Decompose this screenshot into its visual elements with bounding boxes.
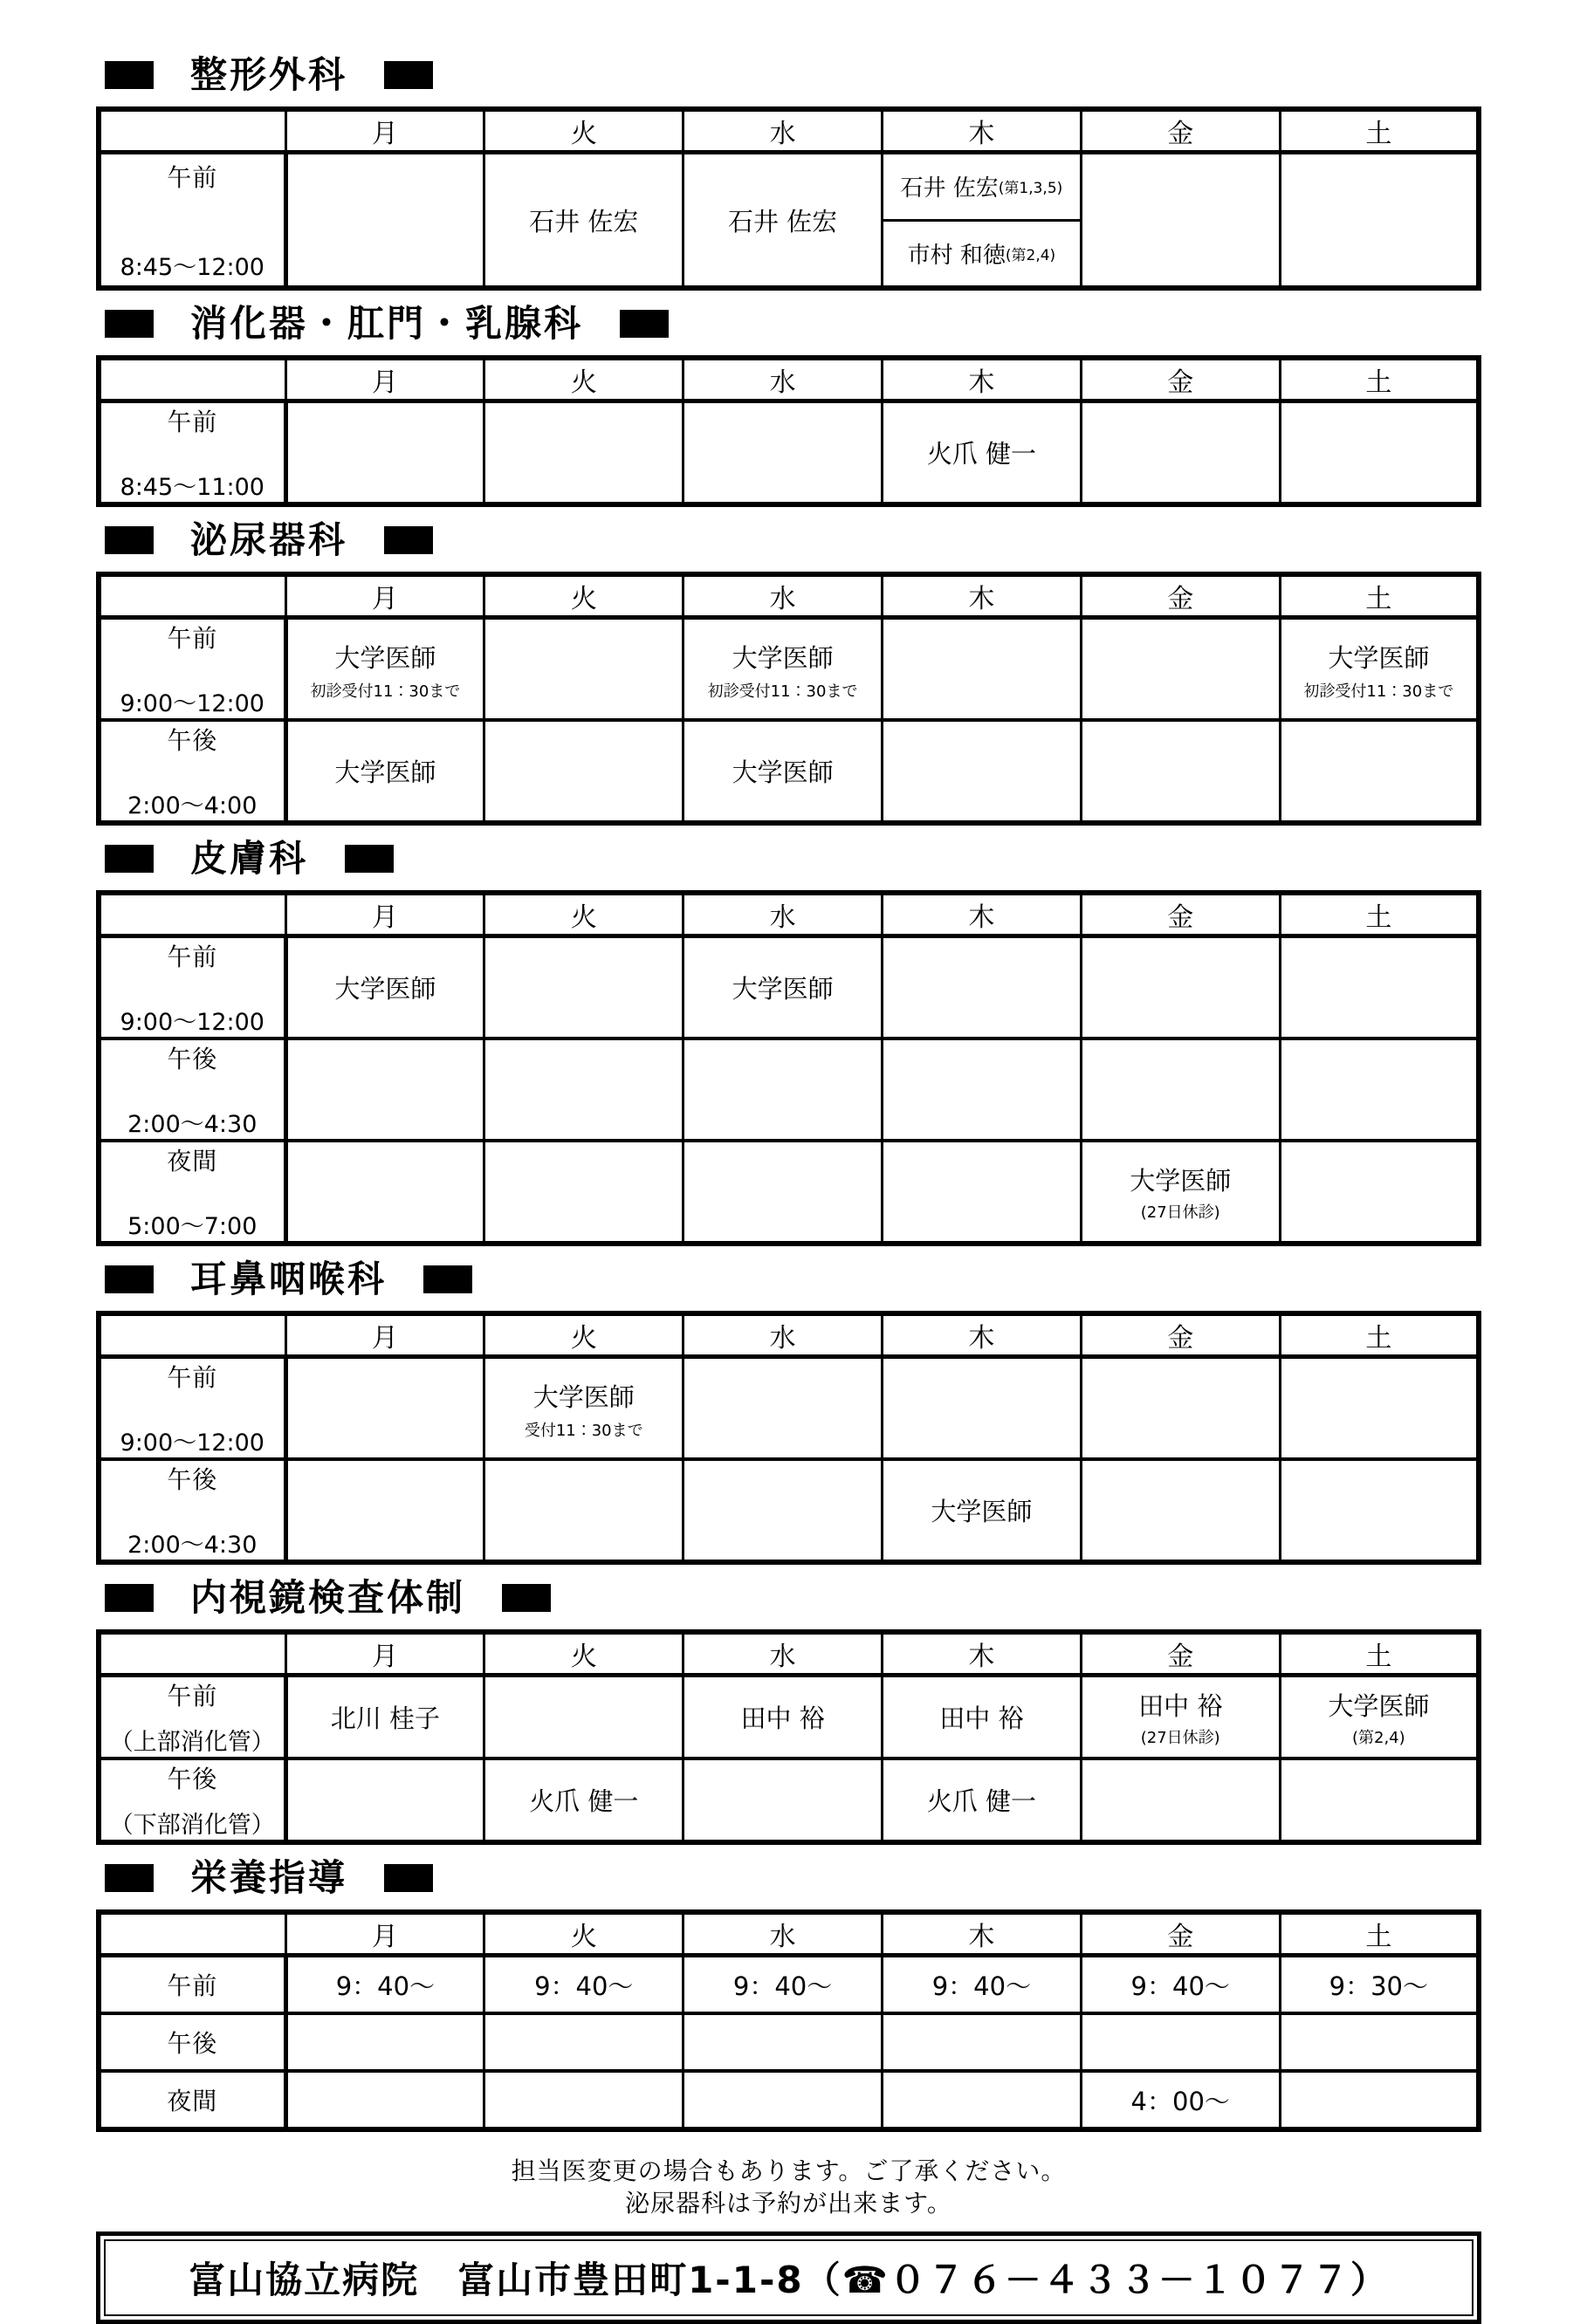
schedule-cell xyxy=(882,1459,1081,1562)
section-nutrition xyxy=(96,1857,1481,2132)
schedule-cell xyxy=(684,401,883,505)
doctor-name: 大学医師 xyxy=(334,642,436,673)
day-header-thu: 木 xyxy=(882,1632,1081,1676)
row-label xyxy=(99,2071,285,2129)
period-time: 9:00～12:00 xyxy=(120,690,264,717)
day-header-tue: 火 xyxy=(484,109,684,153)
row-label xyxy=(99,618,285,721)
schedule-cell xyxy=(1081,618,1280,721)
schedule-cell xyxy=(484,153,684,289)
table-row-morning xyxy=(99,1676,1479,1759)
day-header-tue: 火 xyxy=(484,358,684,401)
section-title-text: 消化器・肛門・乳腺科 xyxy=(190,302,584,345)
schedule-cell xyxy=(882,2071,1081,2129)
schedule-cell xyxy=(1280,1758,1479,1842)
schedule-cell xyxy=(684,1459,883,1562)
schedule-cell xyxy=(684,618,883,721)
schedule-cell xyxy=(484,720,684,823)
day-header-wed: 水 xyxy=(684,893,883,936)
schedule-cell xyxy=(1280,1956,1479,2014)
schedule-cell xyxy=(285,2071,484,2129)
period-time: 5:00～7:00 xyxy=(127,1213,258,1240)
schedule-cell xyxy=(484,2013,684,2071)
table-header-row xyxy=(99,1313,1479,1357)
day-header-wed: 水 xyxy=(684,1912,883,1956)
day-header-mon: 月 xyxy=(285,574,484,618)
table-header-row xyxy=(99,1912,1479,1956)
table-row-morning xyxy=(99,618,1479,721)
day-header-tue: 火 xyxy=(484,1632,684,1676)
period-label: 午前 xyxy=(167,162,218,192)
section-gastro-procto-breast xyxy=(96,303,1481,507)
schedule-table-ent xyxy=(96,1311,1481,1565)
table-row-evening xyxy=(99,2071,1479,2129)
day-header-wed: 水 xyxy=(684,574,883,618)
section-title xyxy=(105,54,1481,96)
table-row-morning xyxy=(99,1956,1479,2014)
day-header-mon: 月 xyxy=(285,1313,484,1357)
schedule-cell xyxy=(285,2013,484,2071)
schedule-cell xyxy=(882,401,1081,505)
schedule-cell xyxy=(285,618,484,721)
start-time: 9：40～ xyxy=(931,1971,1032,2001)
doctor-name: 火爪 健一 xyxy=(529,1786,639,1816)
day-header-mon: 月 xyxy=(285,1632,484,1676)
table-row-morning xyxy=(99,936,1479,1039)
schedule-cell xyxy=(1081,1459,1280,1562)
row-label xyxy=(99,1676,285,1759)
day-header-mon: 月 xyxy=(285,109,484,153)
day-header-wed: 水 xyxy=(684,109,883,153)
black-square-icon xyxy=(384,61,433,89)
day-header-sat: 土 xyxy=(1280,893,1479,936)
doctor-name: 大学医師 xyxy=(532,1381,635,1412)
schedule-cell xyxy=(684,1141,883,1244)
footer-notes xyxy=(96,2155,1481,2219)
schedule-cell xyxy=(882,1039,1081,1141)
day-header-mon: 月 xyxy=(285,358,484,401)
schedule-cell xyxy=(684,1758,883,1842)
schedule-cell xyxy=(1081,2013,1280,2071)
corner-cell xyxy=(99,1313,285,1357)
day-header-fri: 金 xyxy=(1081,358,1280,401)
period-label: 午前 xyxy=(167,1971,218,2000)
schedule-cell xyxy=(484,618,684,721)
schedule-cell xyxy=(484,1039,684,1141)
day-header-sat: 土 xyxy=(1280,109,1479,153)
period-label: 午後 xyxy=(167,1765,218,1793)
doctor-name: 大学医師 xyxy=(732,642,834,673)
cell-note: (第2,4) xyxy=(1351,1728,1405,1747)
schedule-cell xyxy=(1280,1141,1479,1244)
day-header-fri: 金 xyxy=(1081,1912,1280,1956)
schedule-cell xyxy=(1280,720,1479,823)
row-label xyxy=(99,1141,285,1244)
schedule-cell xyxy=(882,1758,1081,1842)
schedule-cell xyxy=(684,1676,883,1759)
section-title xyxy=(105,519,1481,561)
note-line-1: 担当医変更の場合もあります。ご了承ください。 xyxy=(511,2156,1067,2185)
table-header-row xyxy=(99,574,1479,618)
start-time: 9：40～ xyxy=(1130,1971,1230,2001)
schedule-cell xyxy=(684,1956,883,2014)
period-label: 午後 xyxy=(167,2029,218,2058)
schedule-cell xyxy=(684,2013,883,2071)
period-time: 9:00～12:00 xyxy=(120,1009,264,1036)
start-time: 9：40～ xyxy=(732,1971,833,2001)
table-header-row xyxy=(99,893,1479,936)
schedule-table-dermatology xyxy=(96,890,1481,1246)
schedule-cell xyxy=(1280,1357,1479,1460)
black-square-icon xyxy=(620,310,669,338)
black-square-icon xyxy=(384,1864,433,1892)
table-row-afternoon xyxy=(99,1459,1479,1562)
schedule-cell xyxy=(1280,1676,1479,1759)
section-urology xyxy=(96,519,1481,826)
doctor-name: 石井 佐宏 xyxy=(529,206,639,237)
table-header-row xyxy=(99,109,1479,153)
row-label xyxy=(99,153,285,289)
row-label xyxy=(99,720,285,823)
doctor-name: 大学医師 xyxy=(1328,642,1430,673)
start-time: 4：00～ xyxy=(1130,2086,1230,2116)
day-header-mon: 月 xyxy=(285,1912,484,1956)
schedule-cell xyxy=(1081,1956,1280,2014)
schedule-cell xyxy=(285,1357,484,1460)
row-label xyxy=(99,1956,285,2014)
corner-cell xyxy=(99,893,285,936)
black-square-icon xyxy=(105,310,154,338)
schedule-table-gastro xyxy=(96,355,1481,507)
period-label: 午前 xyxy=(167,624,218,653)
schedule-cell xyxy=(285,1956,484,2014)
section-title xyxy=(105,1857,1481,1899)
table-header-row xyxy=(99,1632,1479,1676)
day-header-tue: 火 xyxy=(484,893,684,936)
day-header-fri: 金 xyxy=(1081,1313,1280,1357)
schedule-cell xyxy=(285,720,484,823)
day-header-wed: 水 xyxy=(684,1632,883,1676)
schedule-subcell xyxy=(883,154,1080,219)
schedule-cell xyxy=(285,401,484,505)
schedule-cell xyxy=(1280,1459,1479,1562)
period-label: 午前 xyxy=(167,1682,218,1710)
black-square-icon xyxy=(105,526,154,554)
day-header-fri: 金 xyxy=(1081,574,1280,618)
table-row-afternoon xyxy=(99,1039,1479,1141)
black-square-icon xyxy=(345,845,394,873)
period-time: 9:00～12:00 xyxy=(120,1429,264,1457)
day-header-thu: 木 xyxy=(882,109,1081,153)
hospital-banner-text: 富山協立病院 富山市豊田町1-1-8（☎０７６－４３３－１０７７） xyxy=(104,2239,1474,2316)
note-line-2: 泌尿器科は予約が出来ます。 xyxy=(625,2189,952,2218)
schedule-cell xyxy=(1280,2071,1479,2129)
schedule-cell xyxy=(1081,936,1280,1039)
schedule-cell xyxy=(1081,1039,1280,1141)
schedule-cell-split xyxy=(882,153,1081,289)
row-label xyxy=(99,1459,285,1562)
black-square-icon xyxy=(384,526,433,554)
doctor-name: 田中 裕 xyxy=(740,1704,825,1733)
period-time: 2:00～4:30 xyxy=(127,1111,258,1138)
start-time: 9：40～ xyxy=(534,1971,634,2001)
schedule-cell xyxy=(1280,153,1479,289)
doctor-name: 火爪 健一 xyxy=(926,1786,1036,1816)
schedule-cell xyxy=(484,1676,684,1759)
schedule-cell xyxy=(1081,2071,1280,2129)
schedule-cell xyxy=(1081,1141,1280,1244)
day-header-fri: 金 xyxy=(1081,893,1280,936)
cell-note: 初診受付11：30まで xyxy=(310,682,461,701)
schedule-cell xyxy=(285,1141,484,1244)
schedule-cell xyxy=(882,720,1081,823)
row-label xyxy=(99,1039,285,1141)
section-endoscopy xyxy=(96,1577,1481,1845)
schedule-cell xyxy=(882,2013,1081,2071)
doctor-name: 大学医師 xyxy=(1328,1690,1430,1721)
schedule-cell xyxy=(484,1357,684,1460)
doctor-name: 大学医師 xyxy=(732,758,834,787)
table-row-afternoon xyxy=(99,1758,1479,1842)
corner-cell xyxy=(99,1912,285,1956)
day-header-tue: 火 xyxy=(484,574,684,618)
cell-note: (第2,4) xyxy=(1005,246,1056,264)
period-time: 8:45～12:00 xyxy=(120,253,264,281)
section-title-text: 皮膚科 xyxy=(190,837,309,880)
day-header-thu: 木 xyxy=(882,574,1081,618)
section-orthopedics xyxy=(96,54,1481,291)
section-title-text: 耳鼻咽喉科 xyxy=(190,1258,388,1300)
schedule-cell xyxy=(684,936,883,1039)
doctor-name: 大学医師 xyxy=(1130,1165,1232,1196)
table-row-morning xyxy=(99,153,1479,289)
day-header-thu: 木 xyxy=(882,1912,1081,1956)
doctor-name: 大学医師 xyxy=(931,1497,1033,1526)
black-square-icon xyxy=(423,1265,472,1293)
schedule-cell xyxy=(285,1676,484,1759)
schedule-cell xyxy=(882,936,1081,1039)
schedule-table-endoscopy xyxy=(96,1629,1481,1845)
schedule-subcell xyxy=(883,219,1080,286)
schedule-cell xyxy=(1280,618,1479,721)
day-header-sat: 土 xyxy=(1280,1632,1479,1676)
period-time: 2:00～4:00 xyxy=(127,792,258,819)
cell-note: (27日休診) xyxy=(1140,1728,1220,1747)
schedule-cell xyxy=(484,1758,684,1842)
cell-note: 初診受付11：30まで xyxy=(707,682,858,701)
day-header-sat: 土 xyxy=(1280,1313,1479,1357)
period-label: 夜間 xyxy=(167,1147,218,1176)
doctor-name: 大学医師 xyxy=(334,758,436,787)
period-label: 午前 xyxy=(167,943,218,971)
cell-note: 受付11：30まで xyxy=(524,1421,643,1440)
doctor-name: 市村 和徳 xyxy=(907,242,1006,269)
corner-cell xyxy=(99,109,285,153)
table-row-morning xyxy=(99,1357,1479,1460)
day-header-tue: 火 xyxy=(484,1313,684,1357)
period-label: 午後 xyxy=(167,726,218,755)
black-square-icon xyxy=(105,845,154,873)
schedule-table-orthopedics xyxy=(96,106,1481,291)
period-time: 8:45～11:00 xyxy=(120,474,264,501)
row-label xyxy=(99,2013,285,2071)
period-scope: （下部消化管） xyxy=(109,1812,275,1839)
day-header-sat: 土 xyxy=(1280,358,1479,401)
section-title-text: 栄養指導 xyxy=(190,1856,348,1899)
schedule-cell xyxy=(484,1141,684,1244)
schedule-cell xyxy=(484,401,684,505)
schedule-table-urology xyxy=(96,572,1481,826)
cell-note: (27日休診) xyxy=(1140,1203,1220,1222)
cell-note: 初診受付11：30まで xyxy=(1303,682,1454,701)
schedule-cell xyxy=(684,720,883,823)
start-time: 9：30～ xyxy=(1329,1971,1428,2001)
period-label: 午後 xyxy=(167,1045,218,1073)
schedule-cell xyxy=(484,936,684,1039)
section-title-text: 整形外科 xyxy=(190,53,348,96)
day-header-mon: 月 xyxy=(285,893,484,936)
row-label xyxy=(99,936,285,1039)
schedule-cell xyxy=(1280,401,1479,505)
section-title-text: 泌尿器科 xyxy=(190,518,348,561)
day-header-sat: 土 xyxy=(1280,574,1479,618)
day-header-fri: 金 xyxy=(1081,1632,1280,1676)
day-header-thu: 木 xyxy=(882,1313,1081,1357)
black-square-icon xyxy=(105,61,154,89)
schedule-cell xyxy=(684,1357,883,1460)
start-time: 9：40～ xyxy=(335,1971,436,2001)
row-label xyxy=(99,1357,285,1460)
section-dermatology xyxy=(96,838,1481,1246)
doctor-name: 北川 桂子 xyxy=(330,1704,441,1733)
day-header-thu: 木 xyxy=(882,358,1081,401)
period-label: 午前 xyxy=(167,1363,218,1392)
schedule-cell xyxy=(1081,401,1280,505)
schedule-cell xyxy=(1081,1758,1280,1842)
doctor-name: 火爪 健一 xyxy=(926,439,1036,469)
section-title xyxy=(105,838,1481,880)
day-header-sat: 土 xyxy=(1280,1912,1479,1956)
schedule-cell xyxy=(484,1459,684,1562)
schedule-cell xyxy=(1081,153,1280,289)
schedule-cell xyxy=(285,936,484,1039)
black-square-icon xyxy=(105,1864,154,1892)
day-header-tue: 火 xyxy=(484,1912,684,1956)
black-square-icon xyxy=(105,1584,154,1612)
doctor-name: 田中 裕 xyxy=(939,1704,1024,1733)
black-square-icon xyxy=(502,1584,551,1612)
hospital-banner xyxy=(96,2231,1481,2324)
schedule-cell xyxy=(285,1459,484,1562)
schedule-cell xyxy=(1081,1357,1280,1460)
doctor-name: 田中 裕 xyxy=(1138,1690,1223,1721)
schedule-cell xyxy=(684,1039,883,1141)
schedule-cell xyxy=(882,618,1081,721)
schedule-cell xyxy=(285,1039,484,1141)
corner-cell xyxy=(99,1632,285,1676)
doctor-name: 石井 佐宏 xyxy=(900,175,999,202)
schedule-cell xyxy=(484,2071,684,2129)
day-header-wed: 水 xyxy=(684,358,883,401)
table-header-row xyxy=(99,358,1479,401)
schedule-cell xyxy=(1280,1039,1479,1141)
table-row-evening xyxy=(99,1141,1479,1244)
row-label xyxy=(99,401,285,505)
doctor-name: 大学医師 xyxy=(732,974,834,1004)
schedule-cell xyxy=(285,153,484,289)
doctor-name: 石井 佐宏 xyxy=(727,206,838,237)
schedule-cell xyxy=(1280,936,1479,1039)
table-row-afternoon xyxy=(99,2013,1479,2071)
period-label: 午後 xyxy=(167,1465,218,1494)
section-title xyxy=(105,1258,1481,1300)
section-title xyxy=(105,303,1481,345)
black-square-icon xyxy=(105,1265,154,1293)
day-header-fri: 金 xyxy=(1081,109,1280,153)
schedule-cell xyxy=(882,1676,1081,1759)
day-header-thu: 木 xyxy=(882,893,1081,936)
section-title-text: 内視鏡検査体制 xyxy=(190,1576,466,1619)
schedule-cell xyxy=(684,153,883,289)
schedule-cell xyxy=(882,1141,1081,1244)
schedule-cell xyxy=(1081,1676,1280,1759)
row-label xyxy=(99,1758,285,1842)
section-ent xyxy=(96,1258,1481,1565)
table-row-afternoon xyxy=(99,720,1479,823)
schedule-cell xyxy=(285,1758,484,1842)
day-header-wed: 水 xyxy=(684,1313,883,1357)
schedule-cell xyxy=(882,1357,1081,1460)
schedule-table-nutrition xyxy=(96,1909,1481,2132)
schedule-cell xyxy=(484,1956,684,2014)
schedule-page xyxy=(96,0,1481,2324)
section-title xyxy=(105,1577,1481,1619)
period-scope: （上部消化管） xyxy=(109,1729,275,1756)
schedule-cell xyxy=(1081,720,1280,823)
corner-cell xyxy=(99,574,285,618)
table-row-morning xyxy=(99,401,1479,505)
corner-cell xyxy=(99,358,285,401)
period-time: 2:00～4:30 xyxy=(127,1532,258,1559)
doctor-name: 大学医師 xyxy=(334,974,436,1004)
schedule-cell xyxy=(684,2071,883,2129)
schedule-cell xyxy=(1280,2013,1479,2071)
cell-note: (第1,3,5) xyxy=(998,180,1063,198)
period-label: 午前 xyxy=(167,408,218,436)
period-label: 夜間 xyxy=(167,2087,218,2115)
schedule-cell xyxy=(882,1956,1081,2014)
